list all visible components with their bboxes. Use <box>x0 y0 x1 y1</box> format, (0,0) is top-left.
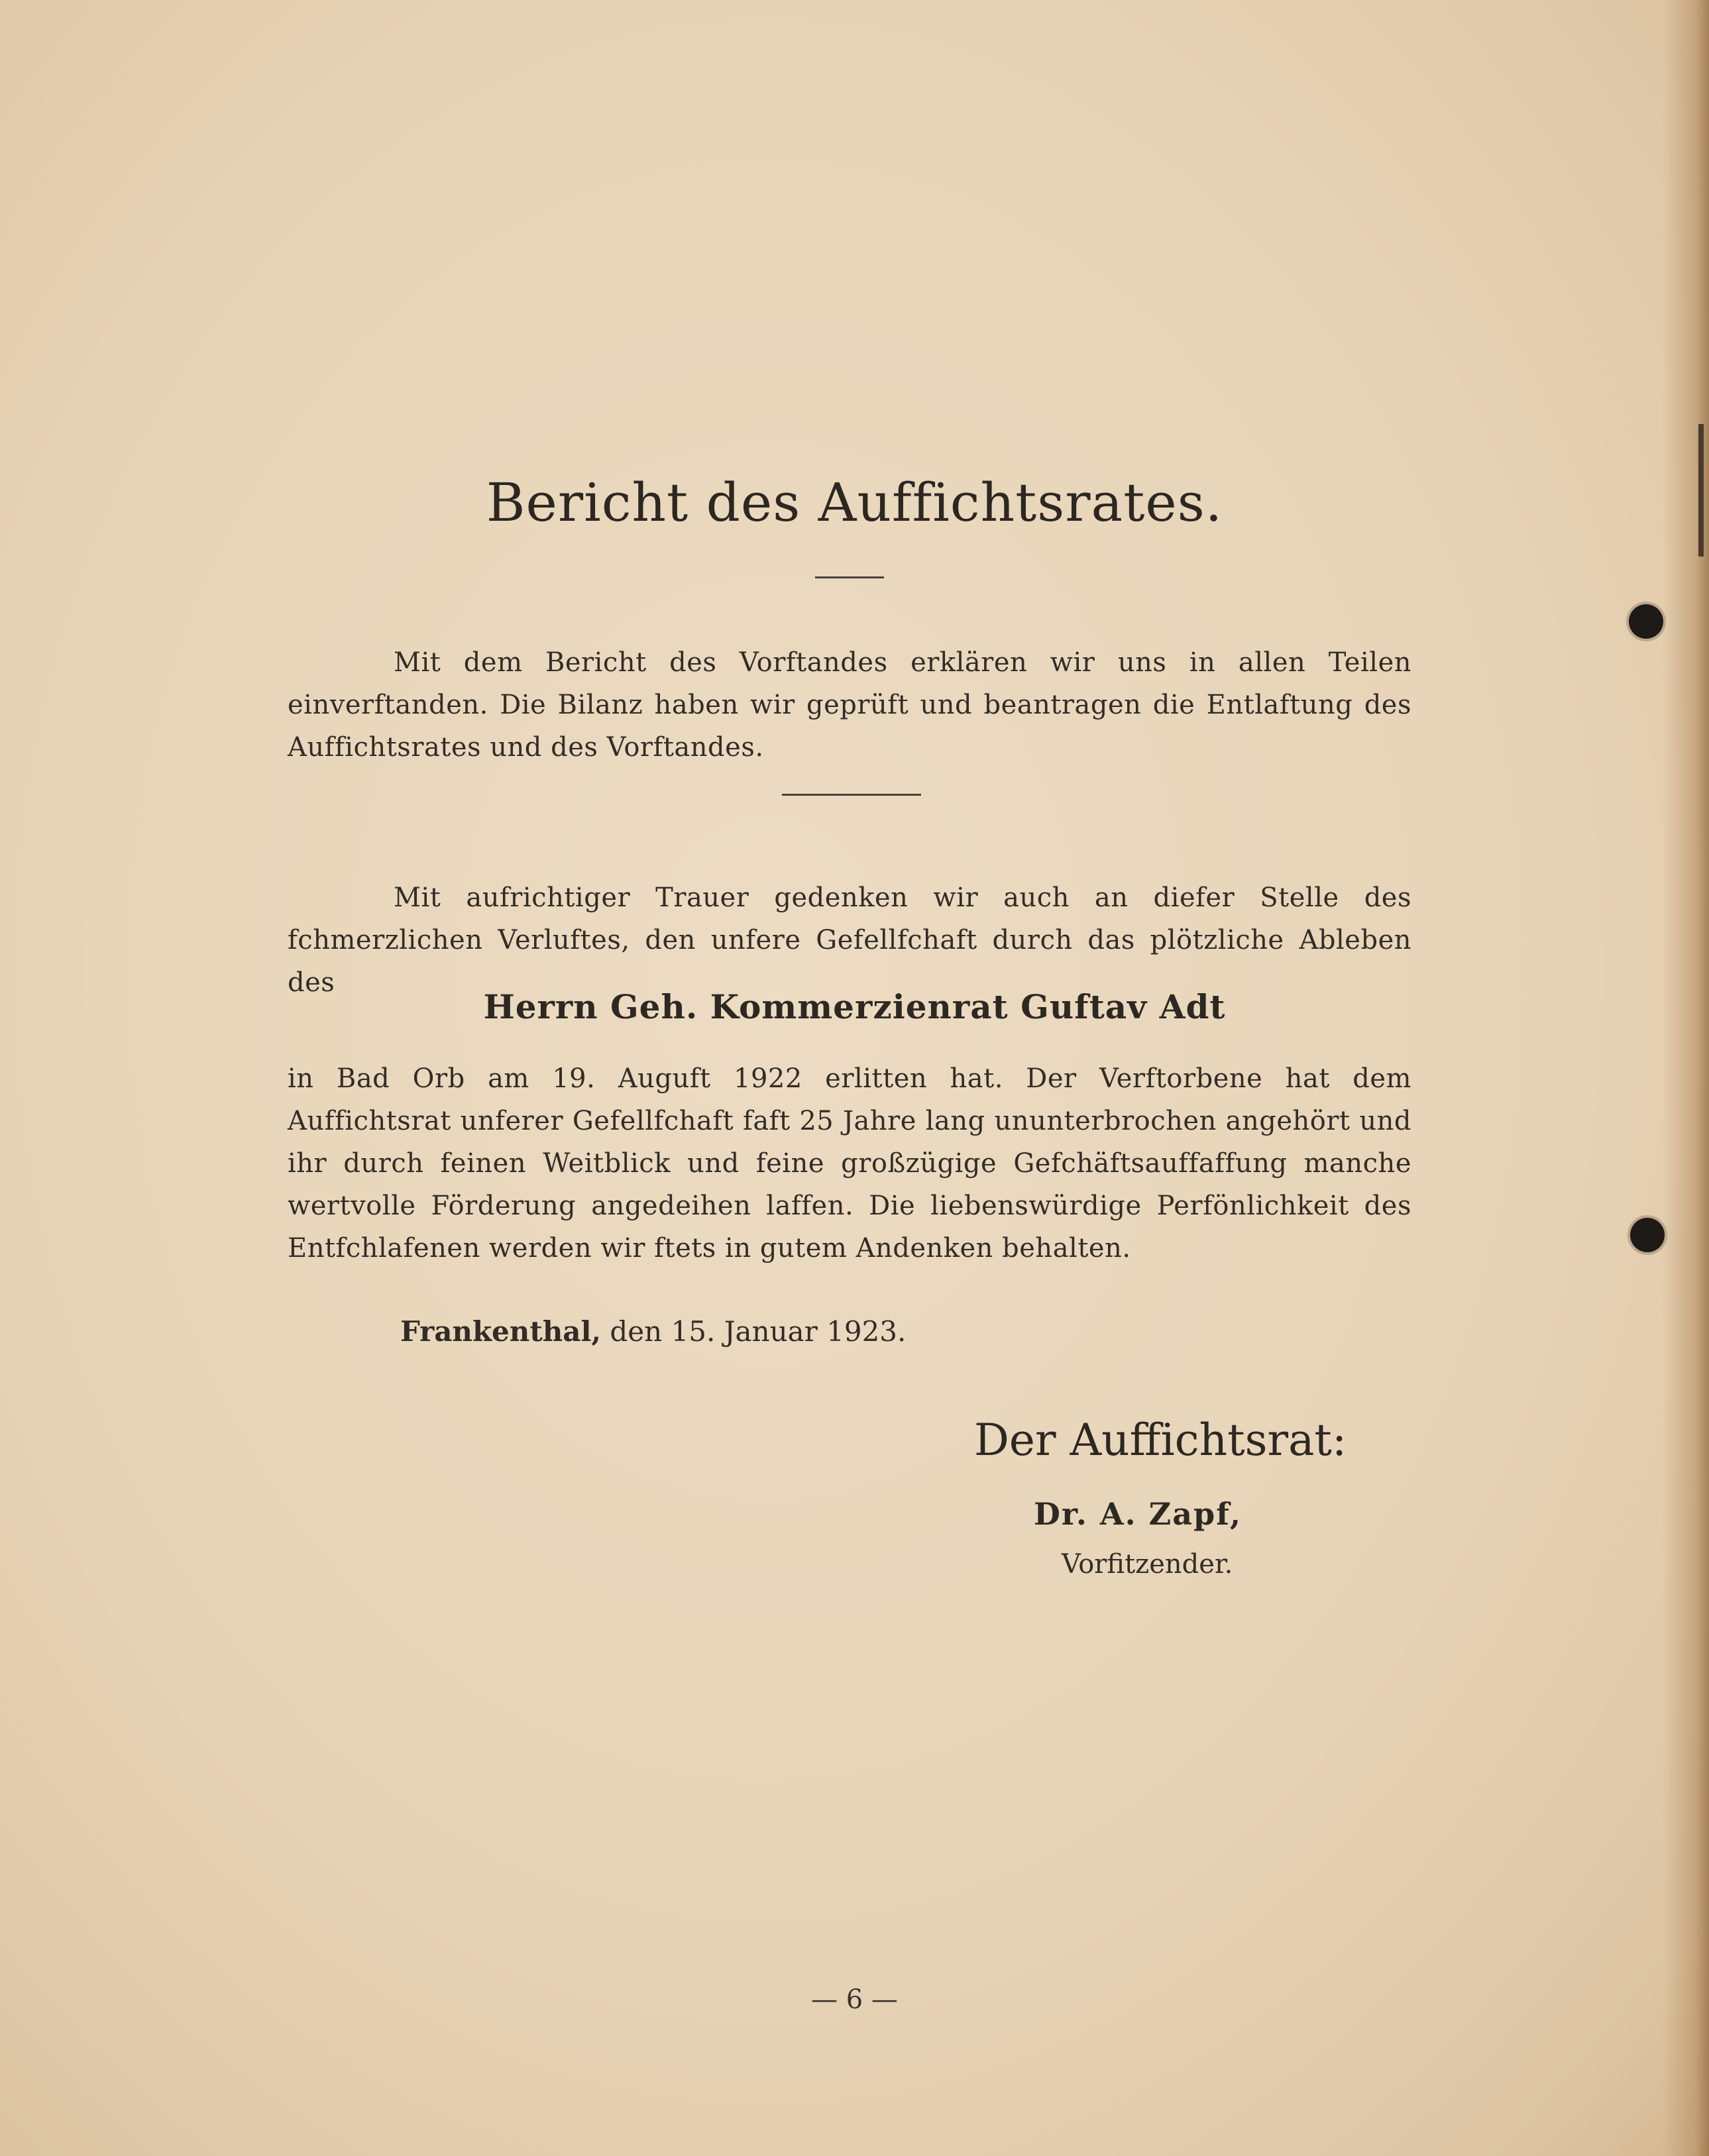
signer-role: Vorfitzender. <box>1062 1549 1233 1580</box>
title-divider <box>815 576 884 578</box>
tribute-paragraph: in Bad Orb am 19. Auguft 1922 erlitten hat. Der Verftorbene hat dem Auffichtsrat unferer Gefellfchaft faft 25 Jahre lang ununterbrochen angehört und ihr durch feinen Weitblick und feine großzügige Gefchäftsauffaffung manche wertvolle Förderung angedeihen laffen. Die liebenswürdige Perfönlichkeit des Entfchlafenen werden wir ftets in gutem Andenken behalten. <box>288 1063 1411 1264</box>
report-title: Bericht des Auffichtsrates. <box>486 472 1223 533</box>
signer-name: Dr. A. Zapf, <box>1034 1496 1242 1532</box>
signing-body: Der Auffichtsrat: <box>974 1415 1347 1466</box>
date: den 15. Januar 1923. <box>610 1315 907 1348</box>
mourning-paragraph: Mit aufrichtiger Trauer gedenken wir auch an diefer Stelle des fchmerzlichen Verluftes, den unfere Gefellfchaft durch das plötzliche Ableben des <box>288 883 1411 998</box>
page-number: — 6 — <box>811 1984 898 2015</box>
approval-paragraph: Mit dem Bericht des Vorftandes erklären wir uns in allen Teilen einverftanden. Die Bilanz haben wir geprüft und beantragen die Entlaftung des Auffichtsrates und des Vorftandes. <box>288 647 1411 763</box>
place: Frankenthal, <box>400 1315 602 1348</box>
section-divider <box>782 794 921 796</box>
punch-hole-bottom <box>1630 1218 1665 1252</box>
place-and-date <box>400 1315 906 1348</box>
punch-hole-top <box>1629 604 1663 639</box>
page-edge-shading <box>1663 0 1709 2156</box>
deceased-name: Herrn Geh. Kommerzienrat Guftav Adt <box>483 987 1226 1026</box>
